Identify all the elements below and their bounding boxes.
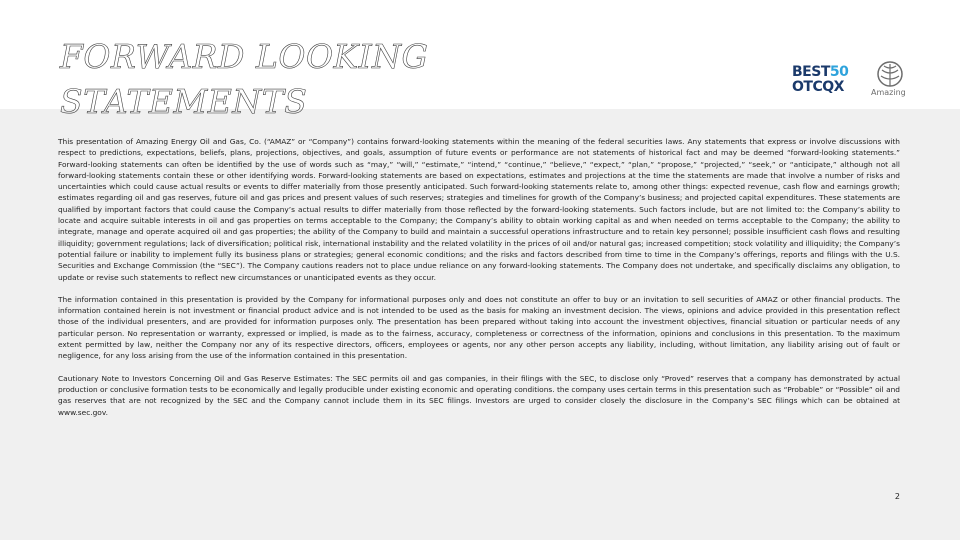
best50-logo-line1 <box>792 64 848 80</box>
page-title: FORWARD LOOKING STATEMENTS <box>60 37 429 121</box>
amazing-logo <box>868 60 912 100</box>
otcqx-text: OTCQX <box>792 79 844 95</box>
fifty-text: 50 <box>829 64 849 80</box>
paragraph-information-disclaimer: The information contained in this presentation is provided by the Company for informational purposes only and does not constitute an offer to buy or an invitation to sell securities of AMAZ or other financial products. The information contained herein is not investment or financial product advice and is not intended to be used as the basis for making an investment decision. The views, opinions and advice provided in this presentation reflect those of the individual presenters, and are provided for information purposes only. The presentation has been prepared without taking into account the investment objectives, financial situation or particular needs of any particular person. No representation or warranty, expressed or implied, is made as to the fairness, accuracy, completeness or correctness of the information, opinions and conclusions in this presentation. To the maximum extent permitted by law, neither the Company nor any of its respective directors, officers, employees or agents, nor any other person accepts any liability, including, without limitation, any liability arising out of fault or negligence, for any loss arising from the use of the information contained in this presentation. <box>58 294 900 361</box>
paragraph-forward-looking: This presentation of Amazing Energy Oil and Gas, Co. (“AMAZ” or “Company”) contains forward-looking statements within the meaning of the federal securities laws. Any statements that express or involve discussions with respect to predictions, expectations, beliefs, plans, projections, objectives, and goals, assumption of future events or performance are not statements of historical fact and may be deemed “forward-looking statements.” Forward-looking statements can often be identified by the use of words such as “may,” “will,” “estimate,” “intend,” “continue,” “believe,” “expect,” “plan,” “propose,” “projected,” “seek,” or “anticipate,” although not all forward-looking statements contain these or other identifying words. Forward-looking statements are based on expectations, estimates and projections at the time the statements are made that involve a number of risks and uncertainties which could cause actual results or events to differ materially from those presently anticipated. Such forward-looking statements relate to, among other things: expected revenue, cash flow and earnings growth; estimates regarding oil and gas reserves, future oil and gas prices and present values of such reserves; strategies and timelines for growth of the Company’s business; and projected capital expenditures. These statements are qualified by important factors that could cause the Company’s actual results to differ materially from those reflected by the forward-looking statements. Such factors include, but are not limited to: the Company’s ability to locate and acquire suitable interests in oil and gas properties on terms acceptable to the Company; the Company’s ability to obtain working capital as and when needed on terms acceptable to the Company; the ability to integrate, manage and operate acquired oil and gas properties; the ability of the Company to build and maintain a successful operations infrastructure and to retain key personnel; possible insufficient cash flows and resulting illiquidity; government regulations; lack of diversification; political risk, international instability and the related volatility in the prices of oil and/or natural gas; increased competition; stock volatility and illiquidity; the Company’s potential failure or inability to implement fully its business plans or strategies; general economic conditions; and the risks and factors described from time to time in the Company’s offerings, reports and filings with the U.S. Securities and Exchange Commission (the “SEC”). The Company cautions readers not to place undue reliance on any forward-looking statements. The Company does not undertake, and specifically disclaims any obligation, to update or revise such statements to reflect new circumstances or unanticipated events as they occur. <box>58 137 900 282</box>
amazing-logo-text: Amazing <box>871 88 906 97</box>
best50-otcqx-logo <box>792 64 858 98</box>
tree-emblem-icon <box>868 60 912 90</box>
page-number: 2 <box>894 492 900 501</box>
best-text: BEST <box>792 64 830 80</box>
paragraph-reserve-estimates: Cautionary Note to Investors Concerning Oil and Gas Reserve Estimates: The SEC permits oil and gas companies, in their filings with the SEC, to disclose only “Proved” reserves that a company has demonstrated by actual production or conclusive formation tests to be economically and legally producible under existing economic and operating conditions. the company uses certain terms in this presentation such as “Probable” or “Possible” oil and gas reserves that are not recognized by the SEC and the Company cannot include them in its SEC filings. Investors are urged to consider closely the disclosure in the Company’s SEC filings which can be obtained at www.sec.gov. <box>58 373 900 417</box>
statement-body <box>58 136 900 429</box>
